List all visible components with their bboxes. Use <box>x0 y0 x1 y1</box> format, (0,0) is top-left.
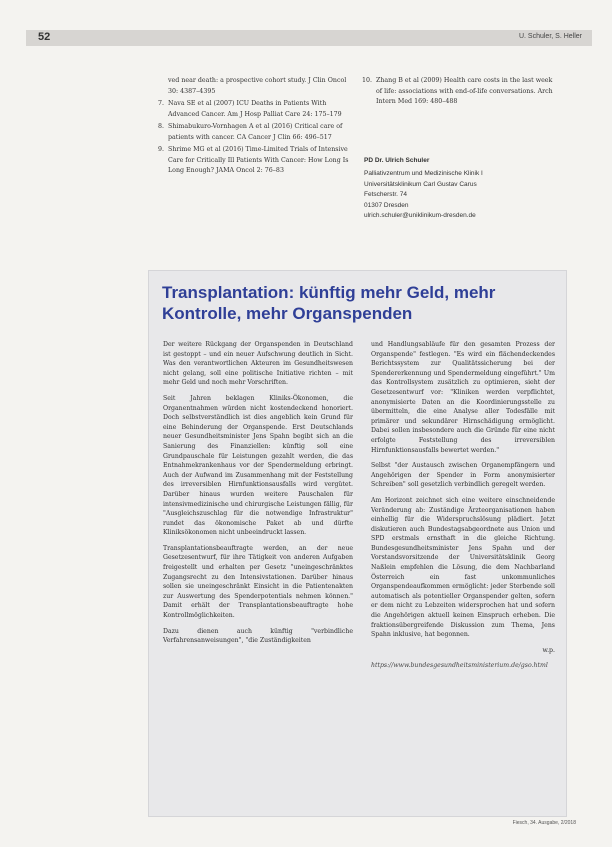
paragraph: Seit Jahren beklagen Kliniks-Ökonomen, die Organentnahmen würden nicht kostendeckend honoriert. Doch selbstverständlich ist dies angeblich kein Grund für eine Behinderung der Organspende. Erst Deutschlands neuer Gesundheitsminister Jens Spahn begibt sich an die Sanierung des Finanziellen: künftig soll eine Grundpauschale für Leistungen gezahlt werden, die das Entnahmekrankenhaus vor der Spendermeldung erbringt. Auch der Aufwand im Zusammenhang mit der Feststellung des irreversiblen Hirnfunktionsausfalls wird vergütet. Darüber hinaus wurden weitere Pauschalen für intensivmedizinische und chirurgische Leistungen fällig, für "Ausgleichszuschlag für die notwendige Infrastruktur" rundet das ökonomische Paket ab und dürfte Kliniksökonomen nicht unbeeindruckt lassen. <box>163 394 353 537</box>
author-contact <box>364 156 564 221</box>
reference-item: 7. Nava SE et al (2007) ICU Deaths in Patients With Advanced Cancer. Am J Hosp Palliat Care 24: 175–179 <box>158 100 342 118</box>
page-footer: Fiesch, 34. Ausgabe, 2/2018 <box>512 820 576 826</box>
author-affiliation: Palliativzentrum und Medizinische Klinik I <box>364 170 483 178</box>
paragraph: Der weitere Rückgang der Organspenden in Deutschland ist gestoppt – und ein neuer Aufschwung deutlich in Sicht. Was den verantwortlichen Akteuren im Gesundheitswesen nicht gelang, soll eine politische Initiative richten – mit mehr Geld und noch mehr Vorschriften. <box>163 341 353 387</box>
paragraph: Selbst "der Austausch zwischen Organempfängern und Angehörigen der Spender in Form anonymisierter Schreiben" soll gesetzlich verbindlich geregelt werden. <box>371 462 555 489</box>
news-box-title: Transplantation: künftig mehr Geld, mehr Kontrolle, mehr Organspenden <box>162 283 496 323</box>
running-head: U. Schuler, S. Heller <box>518 33 582 40</box>
author-email[interactable]: ulrich.schuler@uniklinikum-dresden.de <box>364 212 476 220</box>
reference-item: 10. Zhang B et al (2009) Health care costs in the last week of life: associations with end-of-life conversations. Arch Intern Med 169: 480–488 <box>362 77 553 105</box>
reference-list-right <box>362 76 558 110</box>
reference-list-left <box>158 76 350 179</box>
header-bar <box>26 30 592 46</box>
source-link[interactable]: https://www.bundesgesundheitsministerium.de/gso.html <box>371 662 548 670</box>
author-street: Fetscherstr. 74 <box>364 191 407 199</box>
reference-item: 9. Shrime MG et al (2016) Time-Limited Trials of Intensive Care for Critically Ill Patients With Cancer: How Long Is Long Enough? JAMA Oncol 2: 76–83 <box>158 146 349 174</box>
reference-item: ved near death: a prospective cohort study. J Clin Oncol 30: 4387–4395 <box>168 77 347 95</box>
paragraph: und Handlungsabläufe für den gesamten Prozess der Organspende" festlegen. "Es wird ein flächendeckendes Berichtssystem zur Qualitätssicherung bei der Spendererkennung und Spendermeldung eingeführt." Um das Kontrollsystem zusätzlich zu optimieren, sieht der Gesetzesentwurf vor: "Kliniken werden verpflichtet, anonymisierte Daten an die Koordinierungsstelle zu übermitteln, die eine Analyse aller Todesfälle mit primärer und sekundärer Hirnschädigung ermöglicht. Dabei sollen insbesondere auch die Gründe für eine nicht erfolgte Feststellung des irreversiblen Hirnfunktionsausfalls bewertet werden." <box>371 341 555 454</box>
reference-item: 8. Shimabukuro-Vornhagen A et al (2016) Critical care of patients with cancer. CA Cancer J Clin 66: 496–517 <box>158 123 343 141</box>
paragraph: Am Horizont zeichnet sich eine weitere einschneidende Veränderung ab: Zuständige Ärzteorganisationen haben einhellig für die Widerspruchslösung plädiert. Jetzt diskutieren auch Bundestagsabgeordnete aus Union und SPD erstmals ernsthaft in die gleiche Richtung. Bundesgesundheitsminister Jens Spahn und der Vorstandsvorsitzende der Universitätsklinik Georg Naßlein empfehlen die Lösung, die dem Nachbarland Österreich ein fast unkommunliches Organspendeaufkommen ermöglicht: jeder Sterbende soll automatisch als potentieller Organspender gelten, sofern er dem nicht zu Lebzeiten widersprochen hat und sofern die Angehörigen aktuell keinen Einspruch erheben. Die fraktionsübergreifende Diskussion zum Thema, Jens Spahn inklusive, hat begonnen. <box>371 496 555 639</box>
paragraph: Dazu dienen auch künftig "verbindliche Verfahrensanweisungen", "die Zuständigkeiten <box>163 627 353 645</box>
author-city: 01307 Dresden <box>364 201 409 209</box>
author-institution: Universitätsklinikum Carl Gustav Carus <box>364 180 477 188</box>
paragraph: Transplantationsbeauftragte werden, an der neue Gesetzesentwurf, für ihre Tätigkeit von anderen Aufgaben freigestellt und erhalten per Gesetz "uneingeschränktes Zugangsrecht zu den Intensivstationen. Darüber hinaus sollen sie uneingeschränkt Einsicht in die Patientenakten zur Auswertung des Spenderpotentials nehmen können." Damit erhält der Transplantationsbeauftragte hohe Kontrollmöglichkeiten. <box>163 544 353 620</box>
news-column-left <box>163 340 353 652</box>
signature: w.p. <box>542 646 555 654</box>
author-name: PD Dr. Ulrich Schuler <box>364 157 430 164</box>
news-column-right <box>371 340 555 677</box>
page-number: 52 <box>38 31 51 43</box>
